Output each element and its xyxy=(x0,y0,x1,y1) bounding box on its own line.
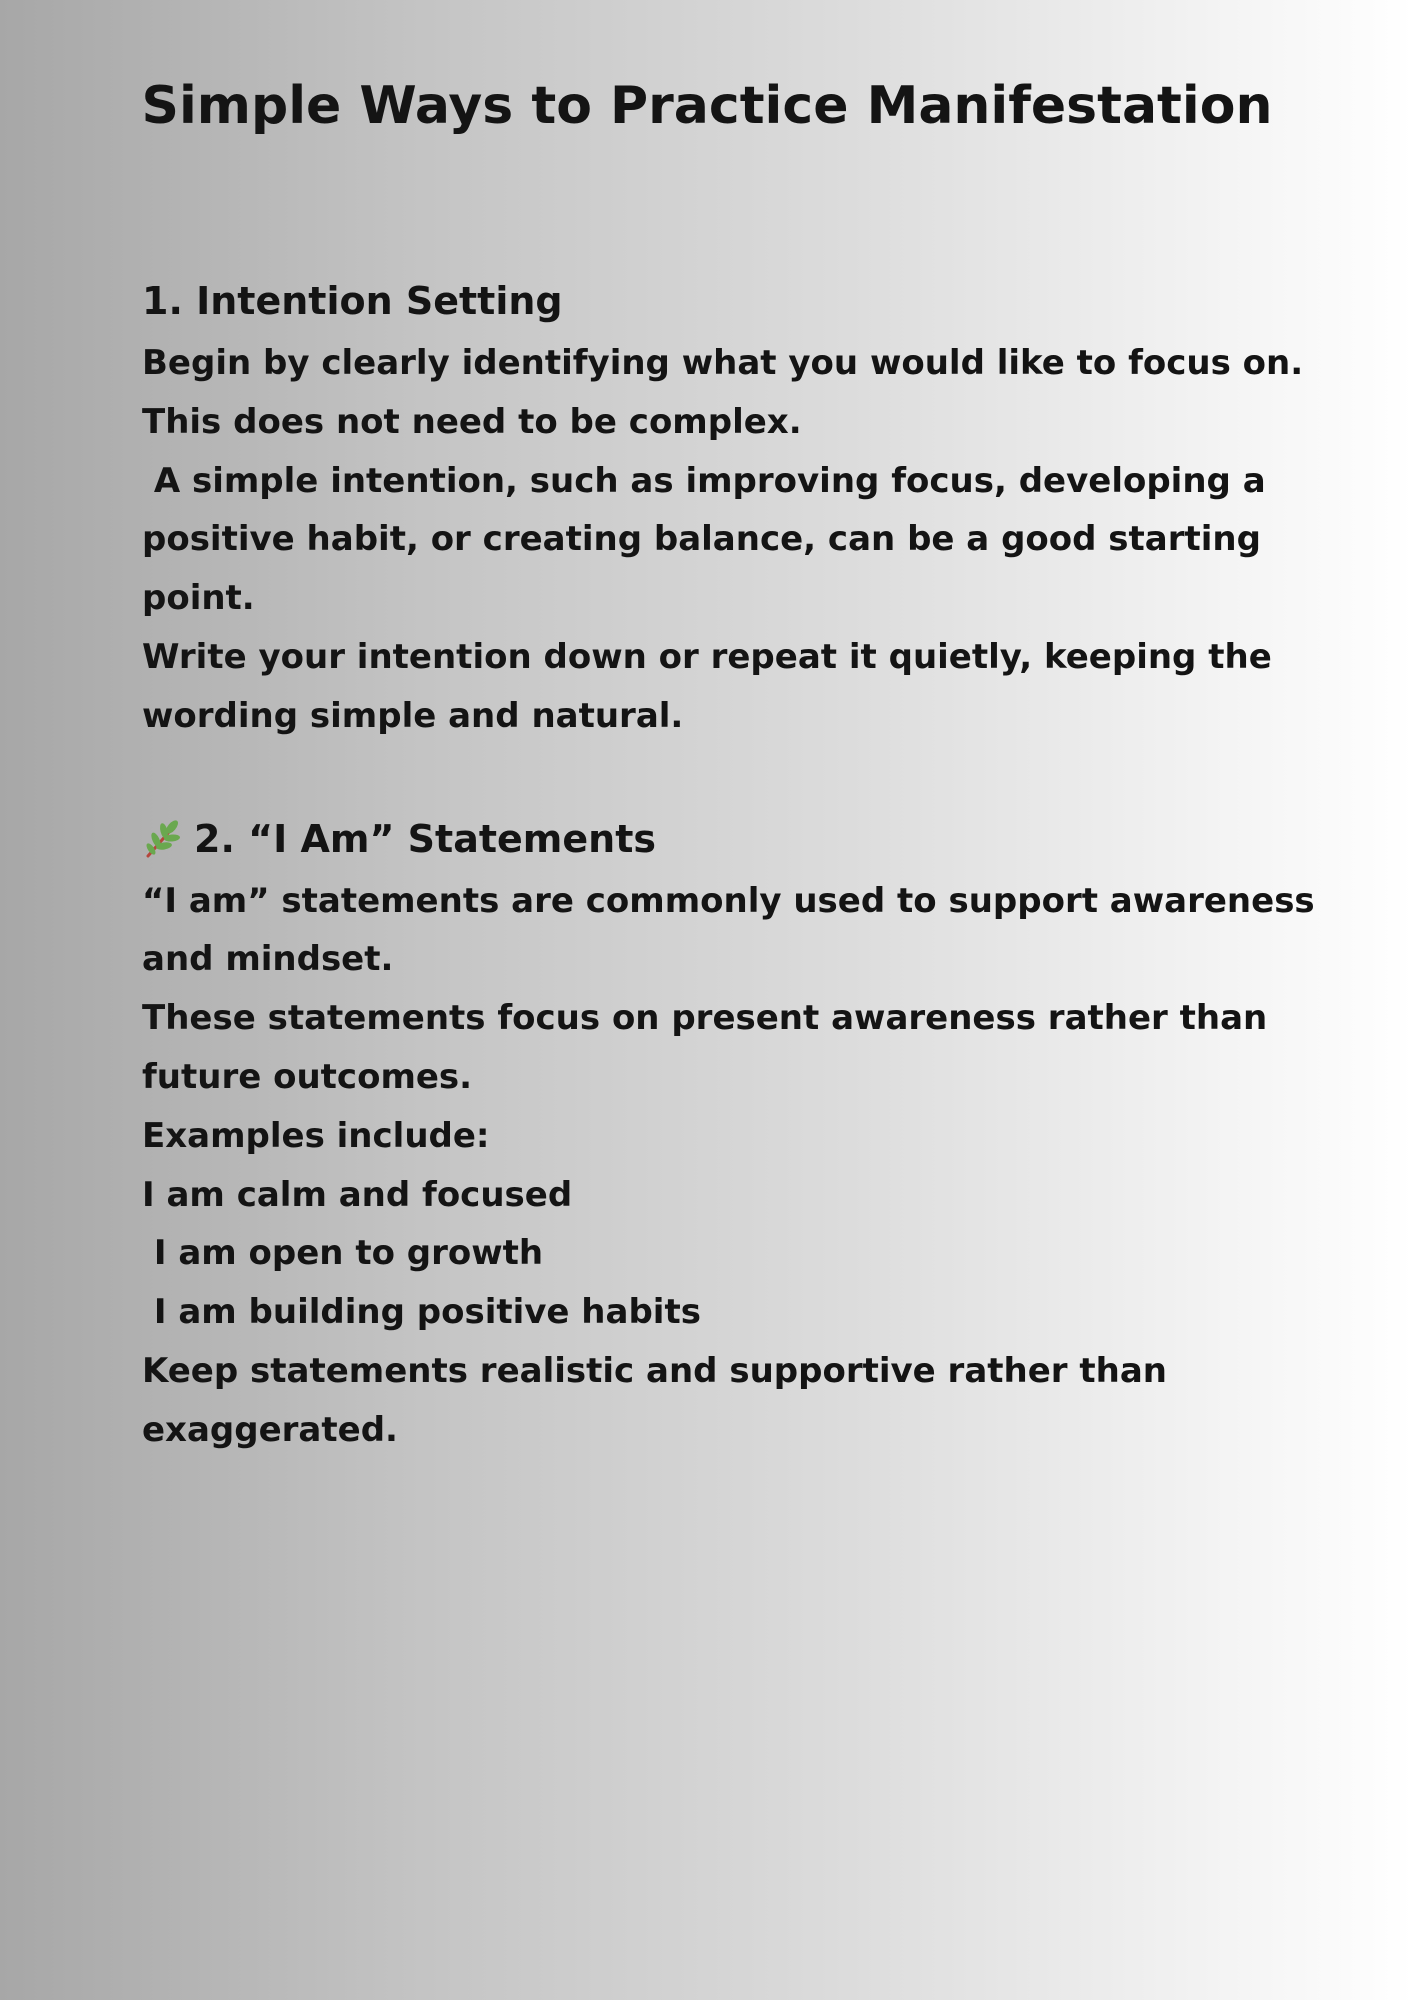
example-statement: I am open to growth xyxy=(142,1233,544,1274)
paragraph-line: Examples include: xyxy=(142,1115,490,1156)
section-heading-text: 2. “I Am” Statements xyxy=(194,816,656,861)
document-body xyxy=(142,272,1315,1460)
paragraph-line: wording simple and natural. xyxy=(142,695,684,736)
paragraph-line: positive habit, or creating balance, can be a good starting xyxy=(142,519,1261,560)
paragraph-line: These statements focus on present awareness rather than xyxy=(142,998,1268,1039)
example-statement: I am calm and focused xyxy=(142,1174,573,1215)
paragraph-line: This does not need to be complex. xyxy=(142,401,802,442)
paragraph-line: A simple intention, such as improving focus, developing a xyxy=(142,460,1266,501)
section-i-am-statements xyxy=(142,810,1315,1460)
paragraph-line: point. xyxy=(142,578,255,619)
paragraph-line: “I am” statements are commonly used to support awareness xyxy=(142,880,1315,921)
paragraph-line: future outcomes. xyxy=(142,1056,473,1097)
section-intention-setting xyxy=(142,272,1304,746)
paragraph-line: and mindset. xyxy=(142,939,394,980)
paragraph-line: exaggerated. xyxy=(142,1409,398,1450)
section-heading-text: 1. Intention Setting xyxy=(142,279,563,323)
herb-leaf-icon xyxy=(142,818,184,860)
section-heading xyxy=(142,810,1282,868)
paragraph-line: Begin by clearly identifying what you would like to focus on. xyxy=(142,343,1304,383)
paragraph-line: Write your intention down or repeat it quietly, keeping the xyxy=(142,636,1272,677)
paragraph-line: Keep statements realistic and supportive rather than xyxy=(142,1350,1167,1391)
page-title: Simple Ways to Practice Manifestation xyxy=(141,76,1273,136)
example-statement: I am building positive habits xyxy=(142,1292,701,1333)
section-heading xyxy=(142,272,1282,330)
